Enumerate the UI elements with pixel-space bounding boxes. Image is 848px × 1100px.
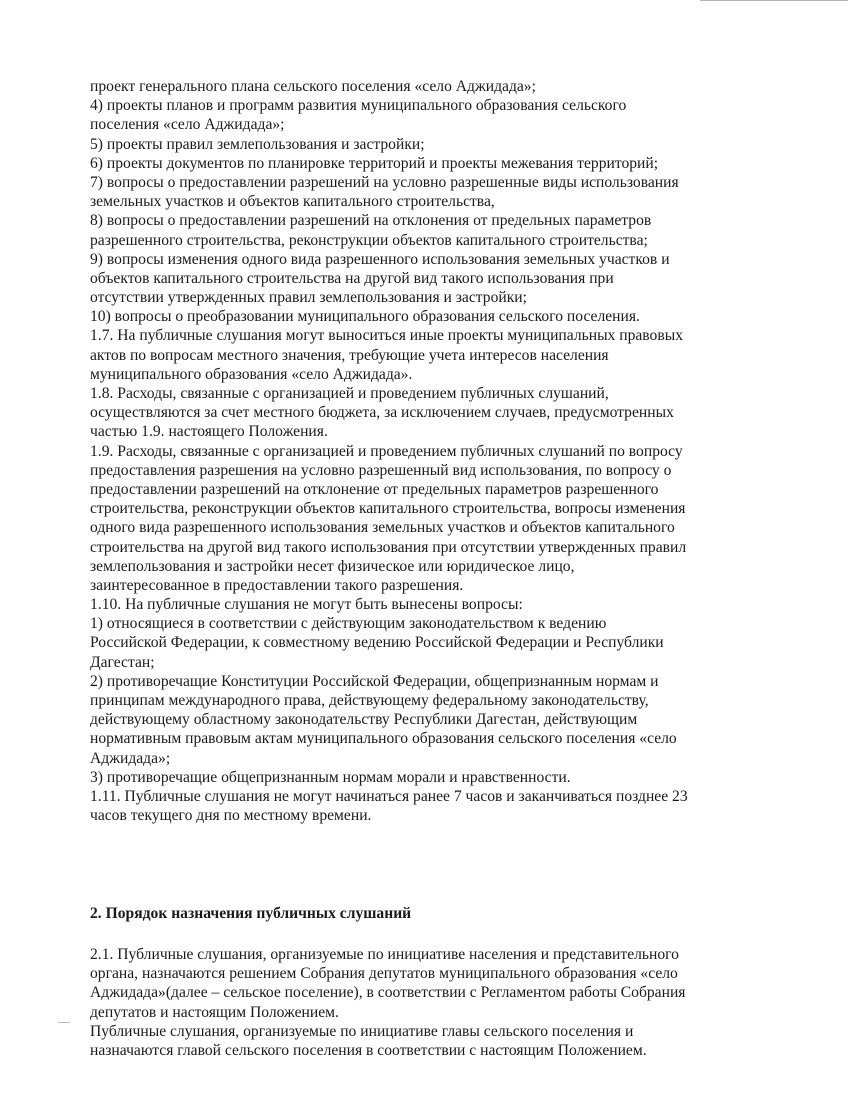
text-line: частью 1.9. настоящего Положения. [90,423,328,441]
text-line: 2.1. Публичные слушания, организуемые по инициативе населения и представительного [90,946,679,963]
text-line: отсутствии утвержденных правил землепользования и застройки; [90,289,527,307]
text-line: Публичные слушания, организуемые по инициативе главы сельского поселения и [90,1022,634,1040]
text-line: 2) противоречащие Конституции Российской Федерации, общепризнанным нормам и [90,672,659,690]
text-line: Дагестан; [90,653,155,671]
text-line: действующему областному законодательству Республики Дагестан, действующим [90,711,638,729]
text-line: одного вида разрешенного использования земельных участков и объектов капитального [90,519,675,537]
text-line: муниципального образования «село Аджидада». [90,365,413,383]
text-line: землепользования и застройки несет физическое или юридическое лицо, [90,557,575,575]
text-line: строительства, реконструкции объектов капитального строительства, вопросы изменения [90,500,686,518]
text-line: 5) проекты правил землепользования и застройки; [90,135,425,153]
text-line: предоставлении разрешений на отклонение от предельных параметров разрешенного [90,480,659,498]
text-line: 1.8. Расходы, связанные с организацией и проведением публичных слушаний, [90,385,609,402]
text-line: нормативным правовым актам муниципального образования сельского поселения «село [90,730,677,748]
body-text-part-2 [90,945,810,1060]
text-line: 6) проекты документов по планировке территорий и проекты межевания территорий; [90,154,659,172]
text-line: поселения «село Аджидада»; [90,116,285,134]
text-line: заинтересованное в предоставлении такого разрешения. [90,576,464,594]
text-line: 8) вопросы о предоставлении разрешений на отклонения от предельных параметров [90,212,652,230]
text-line: 7) вопросы о предоставлении разрешений на условно разрешенные виды использования [90,173,679,191]
text-line: строительства на другой вид такого использования при отсутствии утвержденных правил [90,538,687,556]
text-line: 1.10. На публичные слушания не могут быть вынесены вопросы: [90,596,523,614]
text-line: часов текущего дня по местному времени. [90,807,372,825]
text-line: осуществляются за счет местного бюджета, за исключением случаев, предусмотренных [90,404,674,422]
text-line: 1.11. Публичные слушания не могут начинаться ранее 7 часов и заканчиваться позднее 23 [90,787,688,805]
text-line: депутатов и настоящим Положением. [90,1003,339,1021]
text-line: предоставления разрешения на условно разрешенный вид использования, по вопросу о [90,461,672,479]
text-line: органа, назначаются решением Собрания депутатов муниципального образования «село [90,965,678,983]
scan-mark-top-right [700,0,848,1]
text-line: 9) вопросы изменения одного вида разрешенного использования земельных участков и [90,250,670,268]
text-line: 1) относящиеся в соответствии с действующим законодательством к ведению [90,615,607,633]
section-heading [90,904,810,923]
text-line: принципам международного права, действующему федеральному законодательству, [90,692,649,709]
text-line: разрешенного строительства, реконструкции объектов капитального строительства; [90,231,648,249]
text-line: актов по вопросам местного значения, требующие учета интересов населения [90,346,609,364]
text-line: 3) противоречащие общепризнанным нормам морали и нравственности. [90,768,571,786]
text-line: 4) проекты планов и программ развития муниципального образования сельского [90,97,627,115]
text-line: Российской Федерации, к совместному ведению Российской Федерации и Республики [90,634,664,652]
text-line: 10) вопросы о преобразовании муниципального образования сельского поселения. [90,308,640,326]
text-line: Аджидада»(далее – сельское поселение), в соответствии с Регламентом работы Собрания [90,984,686,1002]
text-line: земельных участков и объектов капитального строительства, [90,193,495,211]
text-line: назначаются главой сельского поселения в соответствии с настоящим Положением. [90,1041,647,1059]
text-line: 1.9. Расходы, связанные с организацией и проведением публичных слушаний по вопросу [90,442,683,460]
text-line: объектов капитального строительства на другой вид такого использования при [90,269,614,287]
scan-mark-left [58,1022,70,1023]
text-line: Аджидада»; [90,749,171,767]
text-line: проект генерального плана сельского поселения «село Аджидада»; [90,78,536,95]
section-heading-text: 2. Порядок назначения публичных слушаний [90,905,412,922]
text-line: 1.7. На публичные слушания могут выноситься иные проекты муниципальных правовых [90,327,683,345]
body-text-part-1 [90,77,810,825]
